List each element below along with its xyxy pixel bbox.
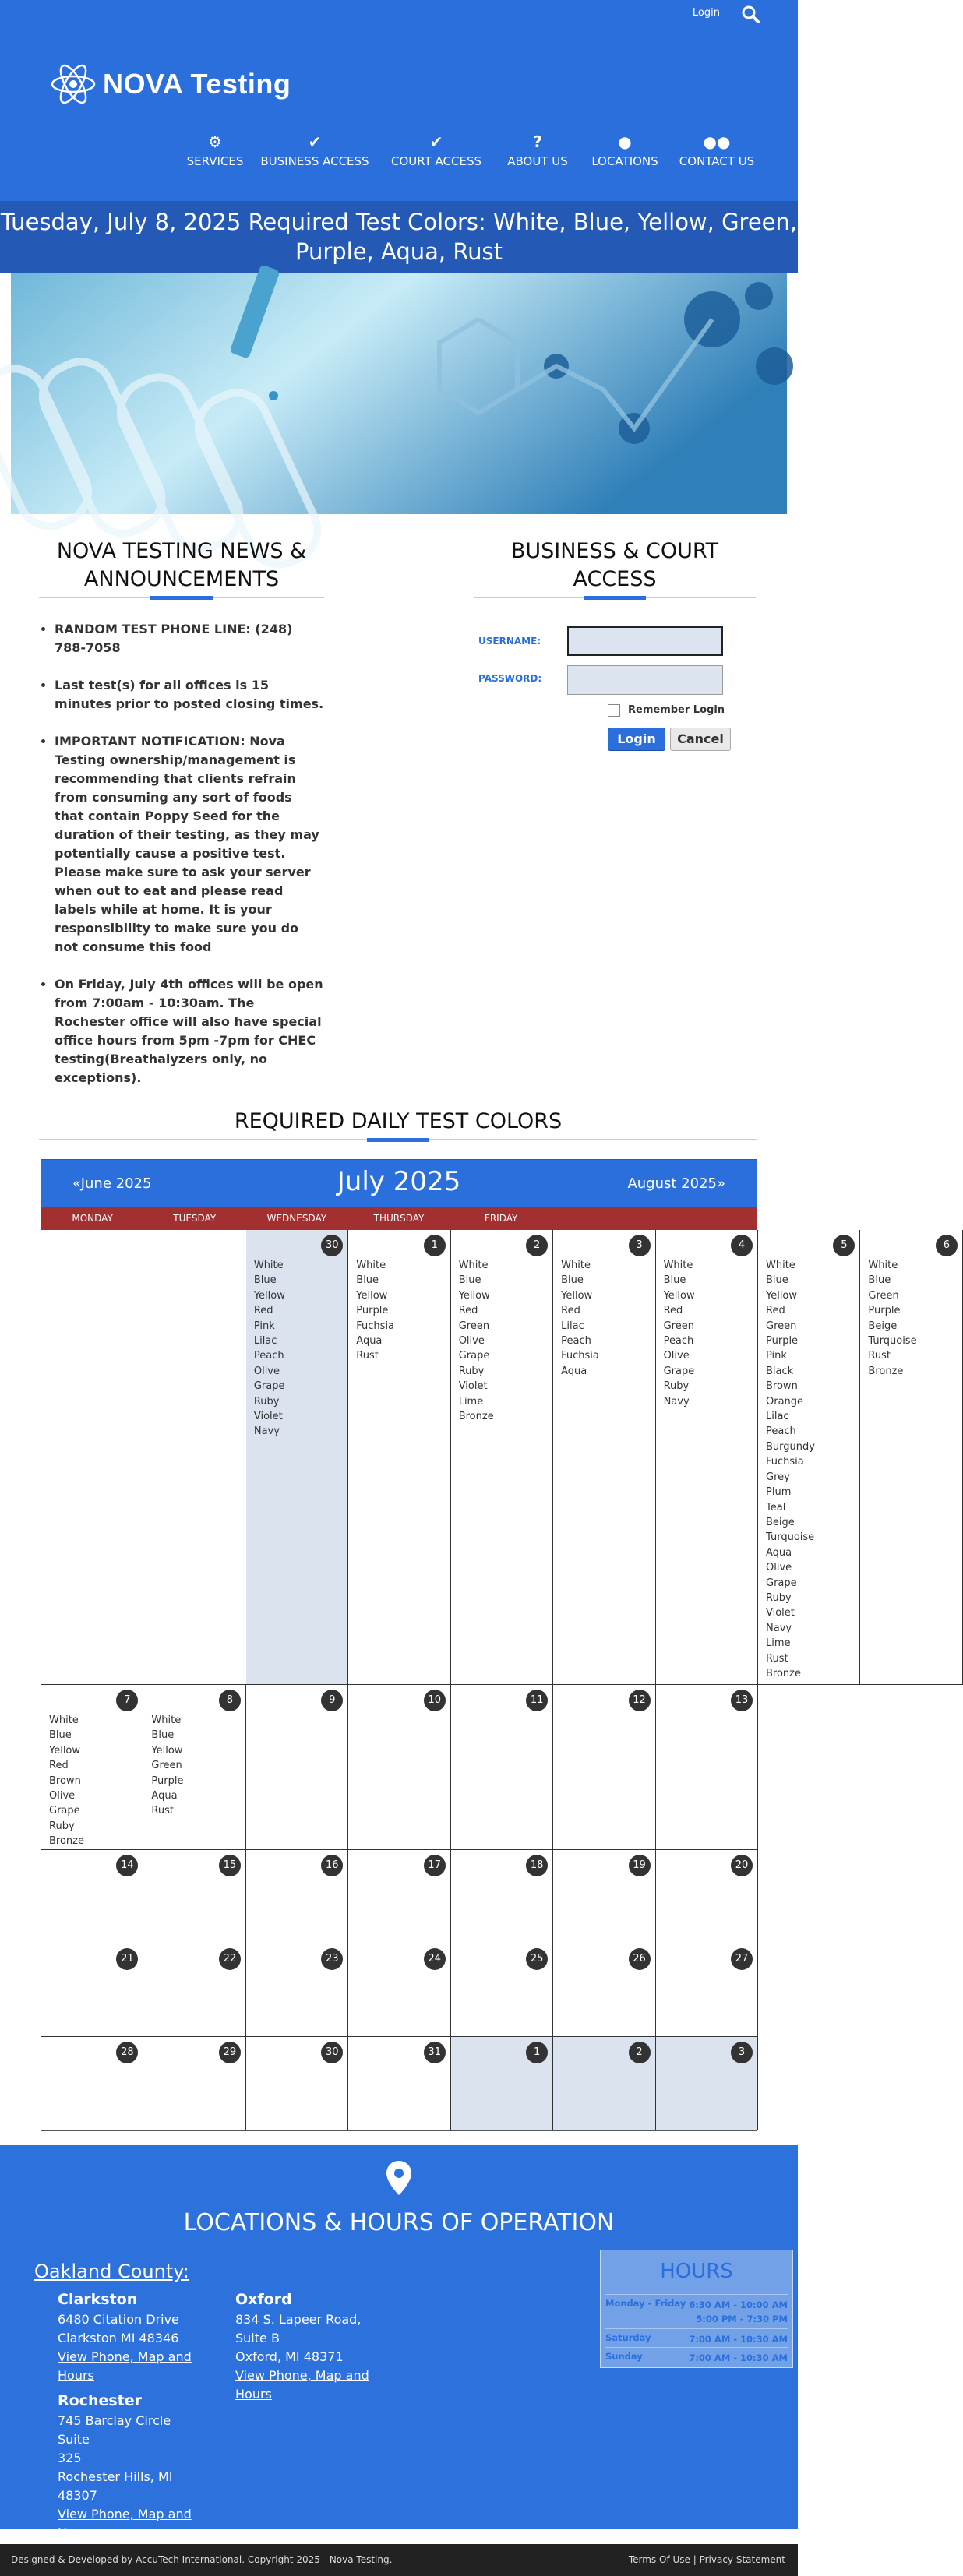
calendar-week bbox=[41, 1943, 757, 2037]
news-item: • RANDOM TEST PHONE LINE: (248) 788-7058 bbox=[55, 620, 324, 657]
day-number: 19 bbox=[629, 1855, 651, 1876]
nav-services[interactable] bbox=[178, 131, 252, 168]
calendar-day[interactable] bbox=[143, 2037, 245, 2130]
color-name: Turquoise bbox=[868, 1335, 917, 1348]
calendar-day[interactable] bbox=[451, 1943, 553, 2037]
color-name: Olive bbox=[663, 1350, 690, 1362]
calendar-day[interactable] bbox=[246, 2037, 348, 2130]
calendar-day[interactable] bbox=[656, 1943, 758, 2037]
color-name: Lime bbox=[458, 1395, 484, 1408]
password-input[interactable] bbox=[567, 665, 723, 695]
color-name: Black bbox=[766, 1365, 794, 1377]
office-address: 834 S. Lapeer Road, bbox=[235, 2312, 362, 2327]
required-colors-list bbox=[459, 1258, 494, 1424]
main-nav bbox=[178, 131, 764, 168]
color-name: Olive bbox=[253, 1365, 280, 1377]
atom-icon bbox=[50, 61, 97, 107]
office-address: Oxford, MI 48371 bbox=[235, 2349, 344, 2364]
color-name: Red bbox=[561, 1305, 580, 1317]
color-name: Purple bbox=[151, 1774, 184, 1787]
color-name: Rust bbox=[868, 1350, 891, 1362]
day-number: 15 bbox=[219, 1855, 241, 1876]
day-number: 2 bbox=[629, 2042, 651, 2063]
color-name: Bronze bbox=[868, 1365, 904, 1377]
color-name: Beige bbox=[868, 1320, 898, 1332]
day-number: 17 bbox=[424, 1855, 446, 1876]
day-number: 3 bbox=[731, 2042, 753, 2063]
hours-time: 6:30 AM - 10:00 AM bbox=[689, 2299, 788, 2310]
day-number: 20 bbox=[731, 1855, 753, 1876]
color-name: Navy bbox=[253, 1425, 280, 1438]
day-number: 1 bbox=[526, 2042, 548, 2063]
weekday-header: THURSDAY bbox=[373, 1213, 425, 1224]
hours-days: Saturday bbox=[605, 2332, 651, 2343]
day-number: 16 bbox=[321, 1855, 343, 1876]
double-chevron-left-icon: « bbox=[72, 1175, 81, 1192]
color-name: Bronze bbox=[766, 1667, 801, 1679]
calendar-week bbox=[41, 1230, 950, 1685]
hours-days: Monday - Friday bbox=[605, 2298, 686, 2309]
color-name: Peach bbox=[561, 1335, 591, 1348]
calendar-week bbox=[41, 1685, 757, 1850]
calendar-day[interactable] bbox=[41, 2037, 143, 2130]
calendar-weeks bbox=[41, 1230, 950, 2130]
remember-checkbox[interactable] bbox=[608, 704, 620, 717]
weekday-header: WEDNESDAY bbox=[266, 1213, 327, 1224]
day-number: 30 bbox=[321, 1235, 343, 1256]
link-separator: | bbox=[690, 2554, 700, 2565]
day-number: 24 bbox=[424, 1948, 446, 1970]
color-name: White bbox=[663, 1260, 693, 1271]
color-name: Yellow bbox=[561, 1289, 593, 1302]
top-bar bbox=[0, 0, 798, 26]
color-name: Peach bbox=[253, 1350, 284, 1362]
hero-image bbox=[11, 273, 787, 514]
color-name: Ruby bbox=[253, 1395, 280, 1408]
calendar-day[interactable] bbox=[451, 2037, 553, 2130]
nav-label: CONTACT US bbox=[679, 154, 755, 168]
required-colors-list bbox=[664, 1258, 695, 1409]
day-number: 12 bbox=[629, 1690, 651, 1711]
hours-row bbox=[605, 2347, 788, 2365]
color-name: Yellow bbox=[49, 1744, 81, 1757]
color-name: Brown bbox=[49, 1774, 81, 1787]
nav-business-access[interactable] bbox=[252, 131, 377, 168]
calendar-day[interactable] bbox=[553, 1943, 655, 2037]
calendar-section-header bbox=[39, 1108, 757, 1140]
nav-label: SERVICES bbox=[186, 154, 244, 168]
calendar-day[interactable] bbox=[41, 1850, 143, 1943]
weekday-header-row bbox=[41, 1207, 757, 1230]
color-name: Purple bbox=[356, 1305, 389, 1317]
color-name: White bbox=[868, 1260, 898, 1271]
calendar-header bbox=[41, 1160, 757, 1207]
day-number: 30 bbox=[321, 2042, 343, 2063]
color-name: Lilac bbox=[561, 1320, 584, 1332]
color-name: Brown bbox=[766, 1380, 798, 1393]
color-name: Orange bbox=[766, 1395, 804, 1408]
login-button[interactable]: Login bbox=[608, 728, 665, 751]
color-name: Fuchsia bbox=[356, 1320, 395, 1332]
cancel-button[interactable]: Cancel bbox=[670, 728, 731, 751]
color-name: Red bbox=[766, 1305, 785, 1317]
color-name: Rust bbox=[151, 1805, 174, 1817]
calendar-day[interactable] bbox=[246, 1230, 348, 1685]
color-name: Red bbox=[49, 1760, 69, 1772]
required-colors-list bbox=[49, 1713, 84, 1849]
color-name: Grey bbox=[766, 1471, 790, 1483]
title-divider bbox=[39, 597, 324, 598]
day-number: 26 bbox=[629, 1948, 651, 1970]
color-name: Red bbox=[663, 1305, 683, 1317]
calendar-day[interactable] bbox=[143, 1943, 245, 2037]
required-colors-list bbox=[151, 1713, 183, 1819]
office-name: Rochester bbox=[58, 2392, 143, 2409]
remember-label: Remember Login bbox=[628, 704, 725, 716]
calendar-day[interactable] bbox=[348, 1230, 450, 1685]
calendar-day[interactable] bbox=[553, 1230, 655, 1685]
color-name: Bronze bbox=[458, 1411, 494, 1423]
calendar-day[interactable] bbox=[656, 2037, 758, 2130]
nav-label: COURT ACCESS bbox=[391, 154, 482, 168]
color-name: Grape bbox=[458, 1350, 490, 1362]
day-number: 29 bbox=[219, 2042, 241, 2063]
calendar-day[interactable] bbox=[758, 1230, 860, 1685]
gears-icon: ⚙ bbox=[208, 132, 222, 151]
day-number: 31 bbox=[424, 2042, 446, 2063]
office-clarkston bbox=[58, 2290, 213, 2385]
color-name: Grape bbox=[663, 1365, 695, 1377]
nav-contact-us[interactable] bbox=[670, 131, 764, 168]
color-name: Grape bbox=[766, 1577, 797, 1589]
color-name: Pink bbox=[766, 1350, 787, 1362]
question-icon: ? bbox=[533, 132, 542, 151]
day-number: 18 bbox=[526, 1855, 548, 1876]
weekday-header: FRIDAY bbox=[484, 1213, 518, 1224]
weekday-header bbox=[654, 1207, 757, 1230]
color-name: Grape bbox=[253, 1380, 285, 1393]
color-name: Yellow bbox=[151, 1744, 183, 1757]
news-title: NOVA TESTING NEWS & ANNOUNCEMENTS bbox=[56, 539, 307, 591]
color-name: Green bbox=[868, 1289, 899, 1302]
office-name: Clarkston bbox=[58, 2291, 138, 2308]
calendar-empty-cell bbox=[143, 1230, 245, 1685]
footer-links bbox=[629, 2554, 785, 2565]
nav-about-us[interactable] bbox=[496, 131, 580, 168]
next-month-link[interactable] bbox=[627, 1175, 725, 1192]
color-name: Violet bbox=[766, 1607, 795, 1619]
color-name: Plum bbox=[766, 1486, 792, 1499]
color-name: Green bbox=[458, 1320, 490, 1332]
title-divider bbox=[474, 597, 756, 598]
office-details-link[interactable]: View Phone, Map and Hours bbox=[58, 2507, 192, 2540]
map-marker-icon: ● bbox=[618, 132, 632, 151]
news-item: • IMPORTANT NOTIFICATION: Nova Testing ownership/management is recommending that clients refrain from consuming any sort of foods that contain Poppy Seed for the duration of their testing, as they may potentially cause a positive test. Please make sure to ask your server when out to eat and please read labels while at home. It is your responsibility to make sure you do not consume this food bbox=[55, 732, 324, 957]
calendar-day[interactable] bbox=[656, 1685, 758, 1850]
day-number: 25 bbox=[526, 1948, 548, 1970]
nav-locations[interactable] bbox=[580, 131, 670, 168]
color-name: Violet bbox=[458, 1380, 488, 1393]
color-name: Red bbox=[253, 1305, 273, 1317]
weekday-header bbox=[552, 1207, 654, 1230]
calendar-day[interactable] bbox=[860, 1230, 962, 1685]
site-header bbox=[0, 26, 798, 201]
calendar-section-title: REQUIRED DAILY TEST COLORS bbox=[234, 1109, 563, 1133]
color-name: Red bbox=[458, 1305, 478, 1317]
color-name: Pink bbox=[253, 1320, 275, 1332]
office-address: Suite B bbox=[235, 2331, 280, 2345]
brand-name: NOVA Testing bbox=[103, 68, 291, 100]
color-name: Ruby bbox=[663, 1380, 690, 1393]
color-name: Aqua bbox=[766, 1546, 792, 1559]
office-rochester bbox=[58, 2391, 206, 2543]
calendar-day[interactable] bbox=[451, 1685, 553, 1850]
check-circle-icon: ✔ bbox=[429, 132, 443, 151]
color-name: Peach bbox=[766, 1425, 796, 1438]
office-address: Rochester Hills, MI bbox=[58, 2469, 173, 2484]
calendar-day[interactable] bbox=[451, 1230, 553, 1685]
color-name: Navy bbox=[766, 1622, 792, 1634]
calendar-day[interactable] bbox=[348, 1943, 450, 2037]
news-item: • Last test(s) for all offices is 15 minutes prior to posted closing times. bbox=[55, 676, 324, 714]
calendar-day[interactable] bbox=[246, 1685, 348, 1850]
hours-time: 7:00 AM - 10:30 AM bbox=[689, 2352, 788, 2363]
top-login-link[interactable]: Login bbox=[692, 7, 720, 19]
hours-row bbox=[605, 2328, 788, 2346]
required-colors-list bbox=[561, 1258, 599, 1379]
day-number: 27 bbox=[731, 1948, 753, 1970]
color-name: Yellow bbox=[663, 1289, 695, 1302]
calendar-week bbox=[41, 1850, 757, 1943]
color-name: Lilac bbox=[253, 1335, 277, 1348]
privacy-link[interactable]: Privacy Statement bbox=[699, 2554, 785, 2565]
hours-days: Sunday bbox=[605, 2351, 643, 2362]
color-name: White bbox=[766, 1260, 795, 1271]
calendar-day[interactable] bbox=[41, 1685, 143, 1850]
search-icon[interactable] bbox=[740, 4, 760, 24]
day-number: 10 bbox=[424, 1690, 446, 1711]
news-section bbox=[39, 537, 324, 1106]
color-name: Aqua bbox=[561, 1365, 587, 1377]
calendar-day[interactable] bbox=[41, 1943, 143, 2037]
calendar-day[interactable] bbox=[656, 1230, 758, 1685]
color-name: Ruby bbox=[49, 1820, 75, 1832]
color-name: Yellow bbox=[356, 1289, 388, 1302]
check-circle-icon: ✔ bbox=[308, 132, 322, 151]
calendar-empty-cell bbox=[41, 1230, 143, 1685]
color-name: Navy bbox=[663, 1395, 690, 1408]
color-name: Blue bbox=[561, 1274, 584, 1287]
color-name: Blue bbox=[253, 1274, 277, 1287]
password-label: PASSWORD: bbox=[478, 673, 542, 684]
color-name: Green bbox=[663, 1320, 694, 1332]
hours-row bbox=[605, 2294, 788, 2326]
color-name: Grape bbox=[49, 1805, 80, 1817]
calendar-day[interactable] bbox=[348, 1850, 450, 1943]
calendar-day[interactable] bbox=[143, 1850, 245, 1943]
nav-court-access[interactable] bbox=[377, 131, 496, 168]
color-name: White bbox=[458, 1260, 489, 1271]
nav-label: BUSINESS ACCESS bbox=[260, 154, 369, 168]
day-number: 11 bbox=[526, 1690, 548, 1711]
news-list bbox=[39, 620, 324, 1087]
calendar-day[interactable] bbox=[553, 1850, 655, 1943]
color-name: White bbox=[151, 1714, 182, 1726]
next-month-label: August 2025 bbox=[627, 1175, 717, 1192]
day-number: 4 bbox=[731, 1235, 753, 1256]
day-number: 14 bbox=[116, 1855, 138, 1876]
color-name: Violet bbox=[253, 1411, 283, 1423]
calendar-day[interactable] bbox=[348, 1685, 450, 1850]
terms-link[interactable]: Terms Of Use bbox=[628, 2554, 690, 2565]
color-name: Peach bbox=[663, 1335, 694, 1348]
login-form bbox=[474, 617, 756, 757]
day-number: 2 bbox=[526, 1235, 548, 1256]
color-name: Lilac bbox=[766, 1411, 789, 1423]
county-heading[interactable]: Oakland County: bbox=[34, 2261, 189, 2282]
day-number: 13 bbox=[731, 1690, 753, 1711]
color-name: Fuchsia bbox=[766, 1456, 804, 1468]
color-name: Ruby bbox=[458, 1365, 485, 1377]
hours-panel bbox=[600, 2250, 793, 2368]
color-name: White bbox=[253, 1260, 284, 1271]
nav-label: LOCATIONS bbox=[591, 154, 658, 168]
calendar-day[interactable] bbox=[656, 1850, 758, 1943]
title-divider bbox=[39, 1139, 757, 1140]
color-name: Aqua bbox=[151, 1790, 178, 1802]
site-logo[interactable] bbox=[50, 61, 291, 107]
color-name: Blue bbox=[151, 1729, 175, 1742]
day-number: 22 bbox=[219, 1948, 241, 1970]
hours-title: HOURS bbox=[660, 2260, 733, 2283]
color-name: Yellow bbox=[766, 1289, 798, 1302]
day-number: 28 bbox=[116, 2042, 138, 2063]
color-name: Rust bbox=[356, 1350, 379, 1362]
required-colors-list bbox=[254, 1258, 285, 1440]
color-name: Blue bbox=[49, 1729, 72, 1742]
calendar-week bbox=[41, 2037, 757, 2130]
double-chevron-right-icon: » bbox=[716, 1175, 725, 1192]
hours-time: 5:00 PM - 7:30 PM bbox=[696, 2313, 788, 2324]
chat-icon: ●● bbox=[703, 132, 731, 151]
color-name: Aqua bbox=[356, 1335, 383, 1348]
color-name: Fuchsia bbox=[561, 1350, 599, 1362]
daily-colors-banner: Tuesday, July 8, 2025 Required Test Colors: White, Blue, Yellow, Green, Purple, Aqua, Rust bbox=[0, 201, 798, 273]
calendar-day[interactable] bbox=[553, 1685, 655, 1850]
day-number: 8 bbox=[219, 1690, 241, 1711]
color-name: Blue bbox=[766, 1274, 788, 1287]
day-number: 9 bbox=[321, 1690, 343, 1711]
color-name: Green bbox=[766, 1320, 797, 1332]
required-colors-list bbox=[766, 1258, 815, 1681]
footer-bar bbox=[0, 2544, 798, 2576]
color-name: Olive bbox=[458, 1335, 485, 1348]
calendar-day[interactable] bbox=[143, 1685, 245, 1850]
access-section bbox=[474, 537, 756, 757]
color-name: Yellow bbox=[253, 1289, 285, 1302]
day-number: 3 bbox=[629, 1235, 651, 1256]
username-label: USERNAME: bbox=[478, 636, 541, 647]
day-number: 1 bbox=[424, 1235, 446, 1256]
color-name: Purple bbox=[766, 1335, 799, 1348]
color-name: Blue bbox=[356, 1274, 379, 1287]
color-name: Blue bbox=[458, 1274, 482, 1287]
color-name: Rust bbox=[766, 1652, 788, 1665]
color-name: Bronze bbox=[49, 1835, 84, 1848]
color-name: Lime bbox=[766, 1637, 791, 1650]
weekday-header: TUESDAY bbox=[173, 1213, 217, 1224]
news-item: • On Friday, July 4th offices will be open from 7:00am - 10:30am. The Rochester office will also have special office hours from 5pm -7pm for CHEC testing(Breathalyzers only, no exceptions). bbox=[55, 975, 324, 1087]
color-name: White bbox=[561, 1260, 591, 1271]
color-name: Burgundy bbox=[766, 1440, 815, 1453]
color-name: Green bbox=[151, 1760, 182, 1772]
color-name: Ruby bbox=[766, 1591, 792, 1604]
current-month: July 2025 bbox=[337, 1166, 461, 1197]
color-name: Teal bbox=[766, 1501, 786, 1514]
color-name: White bbox=[356, 1260, 386, 1271]
office-address: 6480 Citation Drive bbox=[58, 2312, 179, 2327]
office-name: Oxford bbox=[235, 2291, 292, 2308]
hours-time: 7:00 AM - 10:30 AM bbox=[689, 2334, 788, 2345]
test-colors-calendar bbox=[41, 1159, 950, 2131]
nav-label: ABOUT US bbox=[507, 154, 568, 168]
color-name: White bbox=[49, 1714, 79, 1726]
day-number: 7 bbox=[116, 1690, 138, 1711]
day-number: 21 bbox=[116, 1948, 138, 1970]
office-details-link[interactable]: View Phone, Map and Hours bbox=[58, 2349, 192, 2383]
office-oxford bbox=[235, 2290, 391, 2404]
color-name: Purple bbox=[868, 1305, 901, 1317]
day-number: 5 bbox=[833, 1235, 855, 1256]
color-name: Turquoise bbox=[766, 1531, 815, 1544]
day-number: 23 bbox=[321, 1948, 343, 1970]
prev-month-label: June 2025 bbox=[80, 1175, 152, 1192]
required-colors-list bbox=[868, 1258, 916, 1379]
office-details-link[interactable]: View Phone, Map and Hours bbox=[235, 2368, 369, 2402]
locations-title: LOCATIONS & HOURS OF OPERATION bbox=[183, 2209, 615, 2236]
weekday-header: MONDAY bbox=[72, 1213, 113, 1224]
day-number: 6 bbox=[936, 1235, 958, 1256]
username-input[interactable] bbox=[567, 626, 723, 656]
locations-section bbox=[0, 2145, 798, 2540]
color-name: Beige bbox=[766, 1516, 795, 1528]
access-title: BUSINESS & COURT ACCESS bbox=[510, 539, 719, 591]
copyright-text: Designed & Developed by AccuTech International. Copyright 2025 - Nova Testing. bbox=[11, 2554, 393, 2565]
color-name: Olive bbox=[49, 1790, 76, 1802]
calendar-day[interactable] bbox=[246, 1850, 348, 1943]
office-address: 325 bbox=[58, 2451, 82, 2465]
calendar-day[interactable] bbox=[451, 1850, 553, 1943]
required-colors-list bbox=[356, 1258, 394, 1364]
calendar-day[interactable] bbox=[348, 2037, 450, 2130]
calendar-day[interactable] bbox=[553, 2037, 655, 2130]
office-address: Clarkston MI 48346 bbox=[58, 2331, 179, 2345]
calendar-day[interactable] bbox=[246, 1943, 348, 2037]
office-address: 48307 bbox=[58, 2488, 97, 2503]
office-address: 745 Barclay Circle Suite bbox=[58, 2413, 171, 2447]
color-name: Blue bbox=[663, 1274, 686, 1287]
color-name: Yellow bbox=[458, 1289, 490, 1302]
color-name: Olive bbox=[766, 1562, 792, 1574]
color-name: Blue bbox=[868, 1274, 891, 1287]
map-pin-icon bbox=[383, 2159, 414, 2197]
